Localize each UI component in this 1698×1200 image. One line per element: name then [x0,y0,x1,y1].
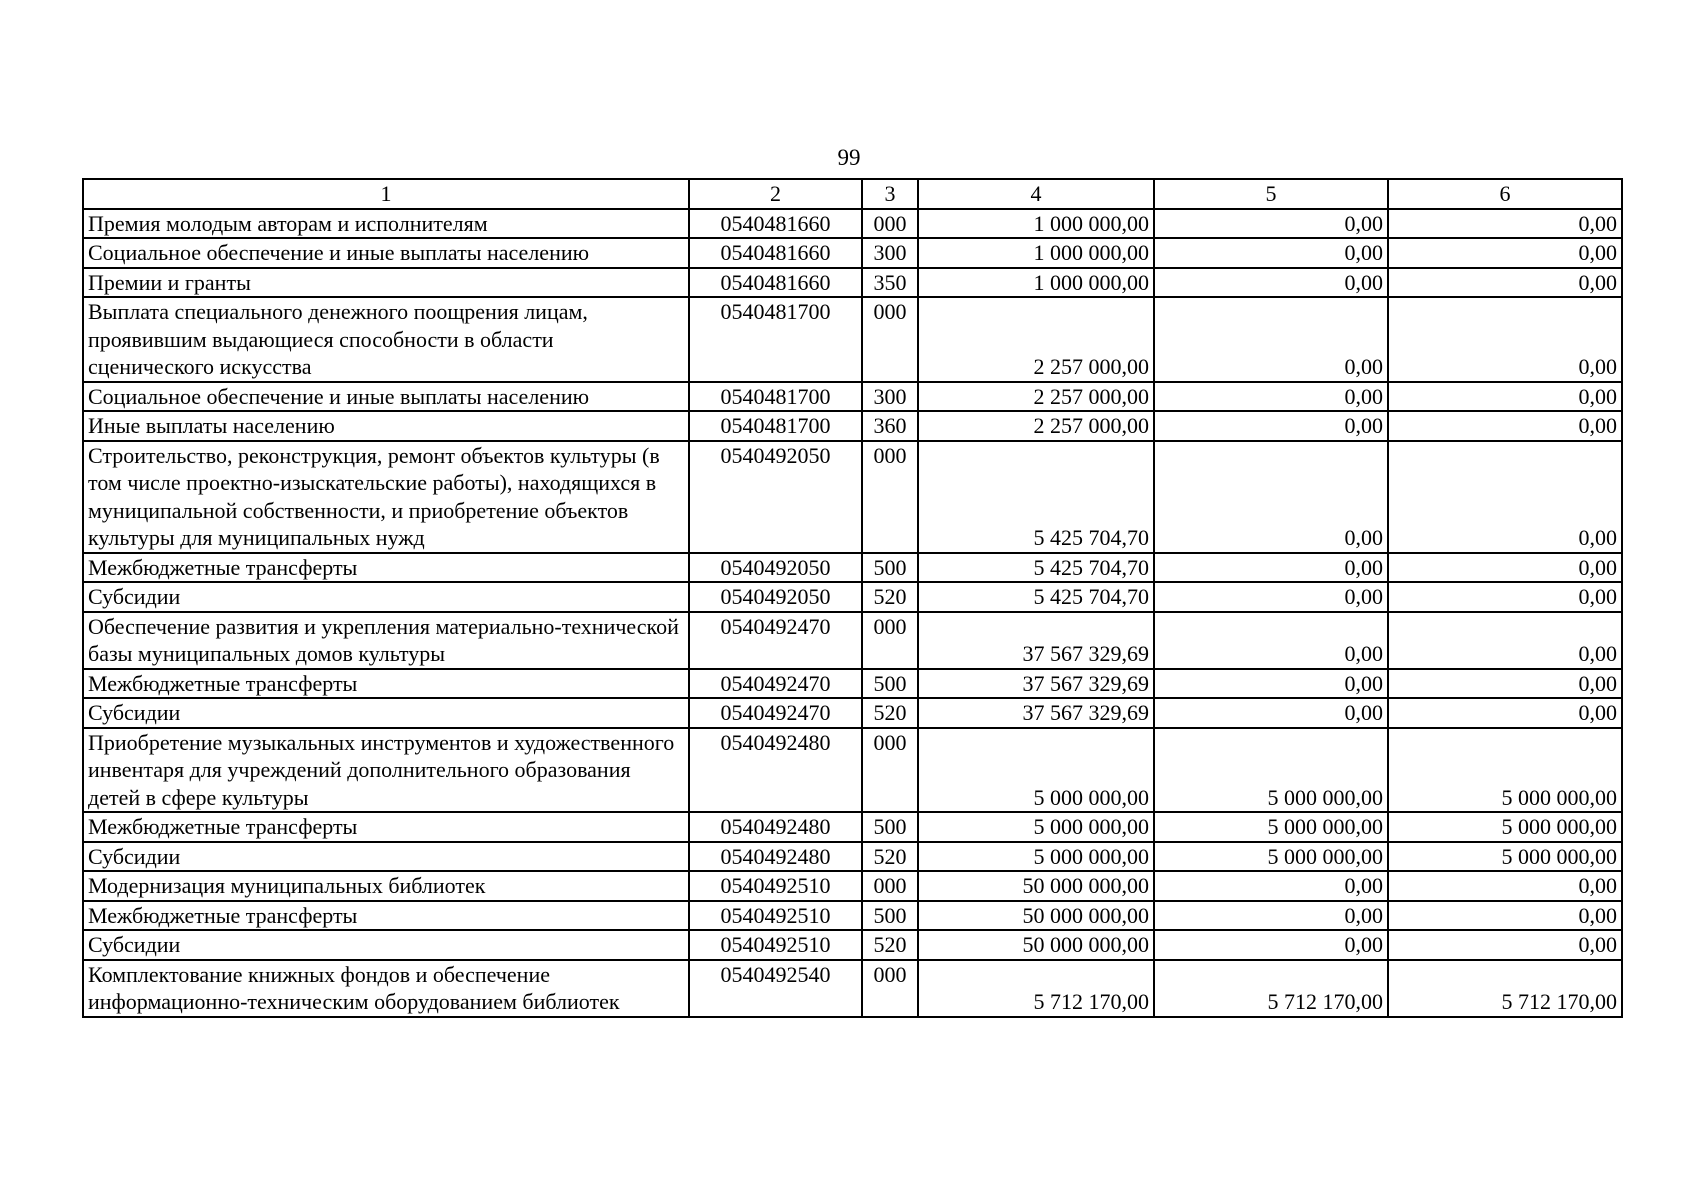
row-name-cell: Субсидии [83,930,689,960]
row-value-col4-cell: 5 000 000,00 [918,812,1154,842]
row-name-cell: Межбюджетные трансферты [83,669,689,699]
row-value-col5-cell: 5 000 000,00 [1154,728,1388,813]
row-name-cell: Межбюджетные трансферты [83,812,689,842]
row-type-cell: 000 [862,209,918,239]
row-type-cell: 000 [862,871,918,901]
row-type-cell: 520 [862,698,918,728]
row-code-cell: 0540492470 [689,612,862,669]
row-type-cell: 000 [862,441,918,553]
row-value-col5-cell: 0,00 [1154,930,1388,960]
row-value-col6-cell: 0,00 [1388,209,1622,239]
row-type-cell: 520 [862,930,918,960]
row-value-col5-cell: 5 000 000,00 [1154,812,1388,842]
row-code-cell: 0540492470 [689,669,862,699]
row-name-cell: Выплата специального денежного поощрения лицам, проявившим выдающиеся способности в области сценического искусства [83,297,689,382]
row-code-cell: 0540492470 [689,698,862,728]
row-name-cell: Межбюджетные трансферты [83,553,689,583]
row-type-cell: 500 [862,812,918,842]
row-value-col6-cell: 5 000 000,00 [1388,842,1622,872]
row-code-cell: 0540492480 [689,812,862,842]
row-name-cell: Иные выплаты населению [83,411,689,441]
table-row [83,812,1622,842]
row-code-cell: 0540481700 [689,382,862,412]
table-row [83,698,1622,728]
row-value-col4-cell: 50 000 000,00 [918,930,1154,960]
row-code-cell: 0540492510 [689,901,862,931]
table-row [83,268,1622,298]
row-name-cell: Приобретение музыкальных инструментов и художественного инвентаря для учреждений дополнительного образования детей в сфере культуры [83,728,689,813]
row-value-col4-cell: 2 257 000,00 [918,411,1154,441]
row-value-col5-cell: 5 712 170,00 [1154,960,1388,1017]
row-value-col6-cell: 0,00 [1388,238,1622,268]
budget-table [82,178,1623,1018]
row-code-cell: 0540481660 [689,209,862,239]
row-value-col5-cell: 0,00 [1154,612,1388,669]
table-row [83,553,1622,583]
row-value-col5-cell: 0,00 [1154,268,1388,298]
row-value-col4-cell: 5 712 170,00 [918,960,1154,1017]
row-code-cell: 0540492480 [689,842,862,872]
table-row [83,669,1622,699]
row-code-cell: 0540492510 [689,871,862,901]
row-value-col6-cell: 5 712 170,00 [1388,960,1622,1017]
row-value-col4-cell: 1 000 000,00 [918,238,1154,268]
row-value-col6-cell: 0,00 [1388,382,1622,412]
row-code-cell: 0540481700 [689,411,862,441]
row-code-cell: 0540492510 [689,930,862,960]
row-value-col5-cell: 0,00 [1154,553,1388,583]
row-name-cell: Модернизация муниципальных библиотек [83,871,689,901]
row-value-col6-cell: 0,00 [1388,411,1622,441]
table-row [83,411,1622,441]
row-type-cell: 520 [862,842,918,872]
row-value-col6-cell: 0,00 [1388,268,1622,298]
row-value-col6-cell: 0,00 [1388,698,1622,728]
row-value-col4-cell: 5 000 000,00 [918,728,1154,813]
row-code-cell: 0540492480 [689,728,862,813]
row-value-col4-cell: 5 000 000,00 [918,842,1154,872]
row-type-cell: 300 [862,238,918,268]
row-type-cell: 500 [862,901,918,931]
table-row [83,728,1622,813]
row-name-cell: Строительство, реконструкция, ремонт объектов культуры (в том числе проектно-изыскательские работы), находящихся в муниципальной собственности, и приобретение объектов культуры для муниципальных нужд [83,441,689,553]
row-type-cell: 500 [862,553,918,583]
row-value-col5-cell: 0,00 [1154,901,1388,931]
table-row [83,842,1622,872]
row-name-cell: Социальное обеспечение и иные выплаты населению [83,382,689,412]
row-name-cell: Премии и гранты [83,268,689,298]
row-value-col5-cell: 0,00 [1154,411,1388,441]
row-type-cell: 300 [862,382,918,412]
row-value-col6-cell: 0,00 [1388,612,1622,669]
table-row [83,871,1622,901]
row-type-cell: 000 [862,612,918,669]
row-type-cell: 000 [862,960,918,1017]
table-row [83,297,1622,382]
row-value-col4-cell: 1 000 000,00 [918,209,1154,239]
row-value-col6-cell: 0,00 [1388,441,1622,553]
table-row [83,582,1622,612]
table-row [83,930,1622,960]
header-col-5: 5 [1154,179,1388,209]
row-value-col5-cell: 0,00 [1154,669,1388,699]
row-value-col4-cell: 37 567 329,69 [918,612,1154,669]
row-value-col5-cell: 0,00 [1154,238,1388,268]
header-col-4: 4 [918,179,1154,209]
row-value-col4-cell: 2 257 000,00 [918,382,1154,412]
table-body [83,209,1622,1017]
row-value-col4-cell: 5 425 704,70 [918,582,1154,612]
row-value-col6-cell: 0,00 [1388,930,1622,960]
table-header [83,179,1622,209]
row-value-col5-cell: 5 000 000,00 [1154,842,1388,872]
table-row [83,238,1622,268]
row-value-col6-cell: 0,00 [1388,871,1622,901]
row-code-cell: 0540481660 [689,238,862,268]
header-col-1: 1 [83,179,689,209]
row-type-cell: 520 [862,582,918,612]
row-value-col4-cell: 37 567 329,69 [918,669,1154,699]
row-value-col5-cell: 0,00 [1154,382,1388,412]
row-value-col5-cell: 0,00 [1154,871,1388,901]
row-code-cell: 0540481660 [689,268,862,298]
row-type-cell: 000 [862,297,918,382]
row-name-cell: Субсидии [83,582,689,612]
row-value-col5-cell: 0,00 [1154,582,1388,612]
row-value-col4-cell: 50 000 000,00 [918,871,1154,901]
row-value-col5-cell: 0,00 [1154,209,1388,239]
row-value-col5-cell: 0,00 [1154,441,1388,553]
header-col-6: 6 [1388,179,1622,209]
table-row [83,209,1622,239]
row-value-col5-cell: 0,00 [1154,297,1388,382]
row-type-cell: 350 [862,268,918,298]
table-row [83,960,1622,1017]
row-name-cell: Премия молодым авторам и исполнителям [83,209,689,239]
row-value-col6-cell: 0,00 [1388,297,1622,382]
row-name-cell: Субсидии [83,698,689,728]
table-row [83,382,1622,412]
row-name-cell: Обеспечение развития и укрепления материально-технической базы муниципальных домов культуры [83,612,689,669]
row-code-cell: 0540492050 [689,441,862,553]
row-value-col4-cell: 37 567 329,69 [918,698,1154,728]
header-col-3: 3 [862,179,918,209]
row-name-cell: Социальное обеспечение и иные выплаты населению [83,238,689,268]
table-row [83,441,1622,553]
header-col-2: 2 [689,179,862,209]
row-value-col4-cell: 5 425 704,70 [918,553,1154,583]
row-type-cell: 500 [862,669,918,699]
row-value-col6-cell: 5 000 000,00 [1388,728,1622,813]
row-name-cell: Комплектование книжных фондов и обеспечение информационно-техническим оборудованием библиотек [83,960,689,1017]
row-value-col4-cell: 5 425 704,70 [918,441,1154,553]
table-row [83,612,1622,669]
row-value-col4-cell: 1 000 000,00 [918,268,1154,298]
row-type-cell: 000 [862,728,918,813]
row-name-cell: Межбюджетные трансферты [83,901,689,931]
table-row [83,901,1622,931]
row-value-col6-cell: 0,00 [1388,901,1622,931]
row-code-cell: 0540481700 [689,297,862,382]
row-value-col6-cell: 0,00 [1388,582,1622,612]
row-value-col6-cell: 0,00 [1388,669,1622,699]
row-code-cell: 0540492050 [689,553,862,583]
row-value-col6-cell: 0,00 [1388,553,1622,583]
row-name-cell: Субсидии [83,842,689,872]
row-value-col5-cell: 0,00 [1154,698,1388,728]
row-code-cell: 0540492050 [689,582,862,612]
page-number: 99 [837,145,861,170]
row-value-col6-cell: 5 000 000,00 [1388,812,1622,842]
row-type-cell: 360 [862,411,918,441]
row-value-col4-cell: 50 000 000,00 [918,901,1154,931]
row-code-cell: 0540492540 [689,960,862,1017]
row-value-col4-cell: 2 257 000,00 [918,297,1154,382]
header-row [83,179,1622,209]
